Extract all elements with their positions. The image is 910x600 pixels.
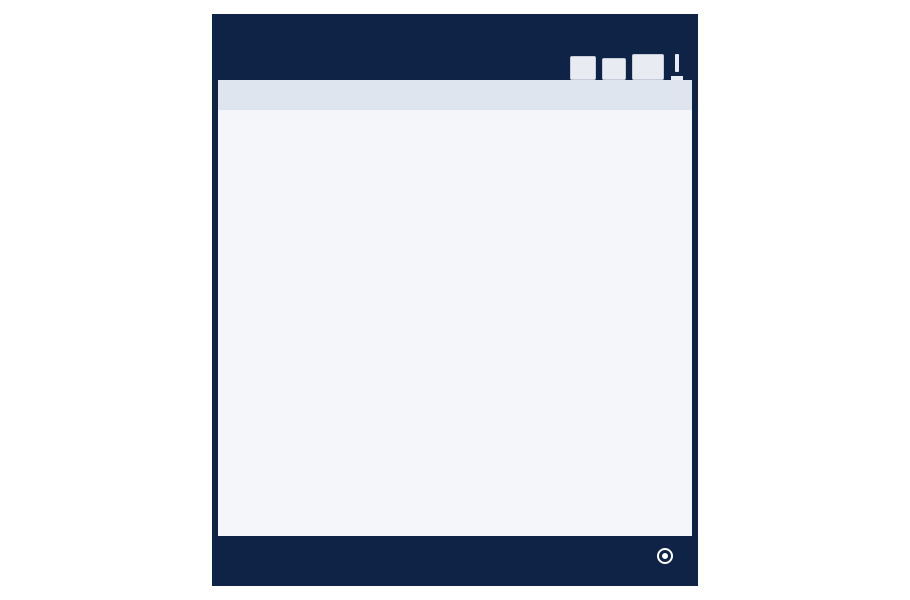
table-header	[218, 80, 692, 110]
parameter-table	[218, 80, 692, 536]
analyzer-icon	[570, 56, 596, 80]
poster	[212, 14, 698, 586]
microscope-icon	[670, 54, 684, 80]
analyzer-icon	[632, 54, 664, 80]
analyzer-icon	[602, 58, 626, 80]
boule-logo	[657, 548, 676, 564]
device-images	[570, 54, 684, 80]
logo-icon	[657, 548, 673, 564]
